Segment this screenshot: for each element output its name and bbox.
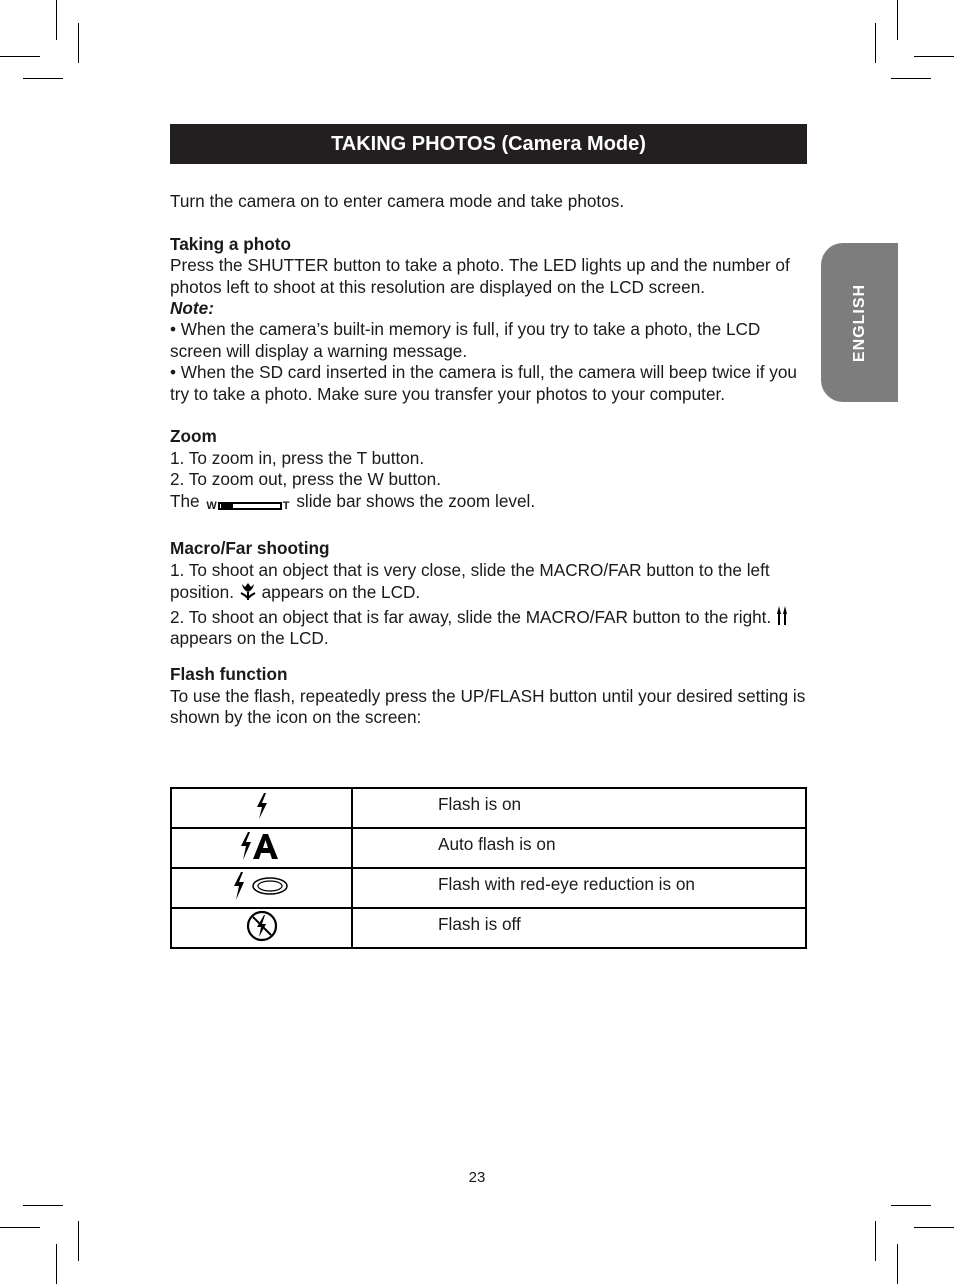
macro-step-1-text: 1. To shoot an object that is very close, slide the MACRO/FAR button to the left position. [170, 559, 770, 603]
crop-mark [891, 1205, 931, 1206]
crop-mark [891, 78, 931, 79]
flash-settings-table [170, 787, 807, 949]
macro-heading: Macro/Far shooting [170, 538, 330, 559]
table-row [171, 908, 806, 948]
flash-on-icon [255, 792, 269, 820]
macro-step-1-suffix: appears on the LCD. [261, 582, 421, 603]
flash-description: Flash is on [352, 788, 806, 828]
flash-icon-cell [171, 908, 352, 948]
flash-off-icon [246, 910, 278, 942]
macro-step-1 [170, 560, 810, 604]
note-item: • When the SD card inserted in the camera is full, the camera will beep twice if you try to take a photo. Make sure you transfer your photos to your computer. [170, 362, 797, 404]
table-row [171, 788, 806, 828]
crop-mark [897, 0, 898, 40]
crop-mark [875, 1221, 876, 1261]
flash-icon-cell [171, 828, 352, 868]
flash-heading: Flash function [170, 664, 288, 685]
intro-paragraph: Turn the camera on to enter camera mode and take photos. [170, 191, 625, 211]
flash-description: Flash is off [352, 908, 806, 948]
table-row [171, 868, 806, 908]
flash-auto-icon [239, 831, 285, 861]
crop-mark [914, 1227, 954, 1228]
zoom-step: 2. To zoom out, press the W button. [170, 469, 442, 490]
far-mountain-icon [776, 604, 788, 626]
crop-mark [78, 23, 79, 63]
crop-mark [875, 23, 876, 63]
flash-icon-cell [171, 868, 352, 908]
page-number: 23 [468, 1169, 486, 1186]
macro-step-2-suffix: appears on the LCD. [170, 628, 329, 649]
taking-photo-body: Press the SHUTTER button to take a photo. The LED lights up and the number of photos left to shoot at this resolution are displayed on the LCD screen. [170, 255, 790, 297]
flash-description: Flash with red-eye reduction is on [352, 868, 806, 908]
zoom-heading: Zoom [170, 426, 217, 447]
page-title [170, 124, 807, 164]
page-title-text: TAKING PHOTOS (Camera Mode) [331, 132, 646, 155]
macro-step-2-text: 2. To shoot an object that is far away, slide the MACRO/FAR button to the right. [170, 606, 772, 627]
zoom-t-label: T [282, 499, 290, 512]
zoom-bar-line [170, 491, 810, 517]
macro-flower-icon [239, 581, 257, 601]
zoom-w-label: W [206, 499, 217, 512]
flash-red-eye-icon [232, 871, 292, 901]
crop-mark [0, 1227, 40, 1228]
main-content [170, 191, 810, 729]
language-tab [821, 243, 898, 402]
crop-mark [0, 56, 40, 57]
flash-body: To use the flash, repeatedly press the UP/FLASH button until your desired setting is shown by the icon on the screen: [170, 685, 806, 728]
crop-mark [56, 1244, 57, 1284]
flash-description: Auto flash is on [352, 828, 806, 868]
crop-mark [23, 78, 63, 79]
crop-mark [897, 1244, 898, 1284]
zoom-bar-prefix: The [170, 490, 200, 511]
zoom-step: 1. To zoom in, press the T button. [170, 447, 425, 468]
note-label: Note: [170, 298, 214, 319]
table-row [171, 828, 806, 868]
macro-step-2 [170, 604, 810, 650]
language-tab-label: ENGLISH [850, 283, 868, 362]
crop-mark [78, 1221, 79, 1261]
taking-photo-heading: Taking a photo [170, 233, 291, 254]
crop-mark [23, 1205, 63, 1206]
zoom-bar-suffix: slide bar shows the zoom level. [296, 490, 536, 511]
crop-mark [56, 0, 57, 40]
zoom-slide-bar-icon [206, 496, 289, 517]
note-item: • When the camera’s built-in memory is full, if you try to take a photo, the LCD screen will display a warning message. [170, 319, 761, 361]
flash-icon-cell [171, 788, 352, 828]
crop-mark [914, 56, 954, 57]
